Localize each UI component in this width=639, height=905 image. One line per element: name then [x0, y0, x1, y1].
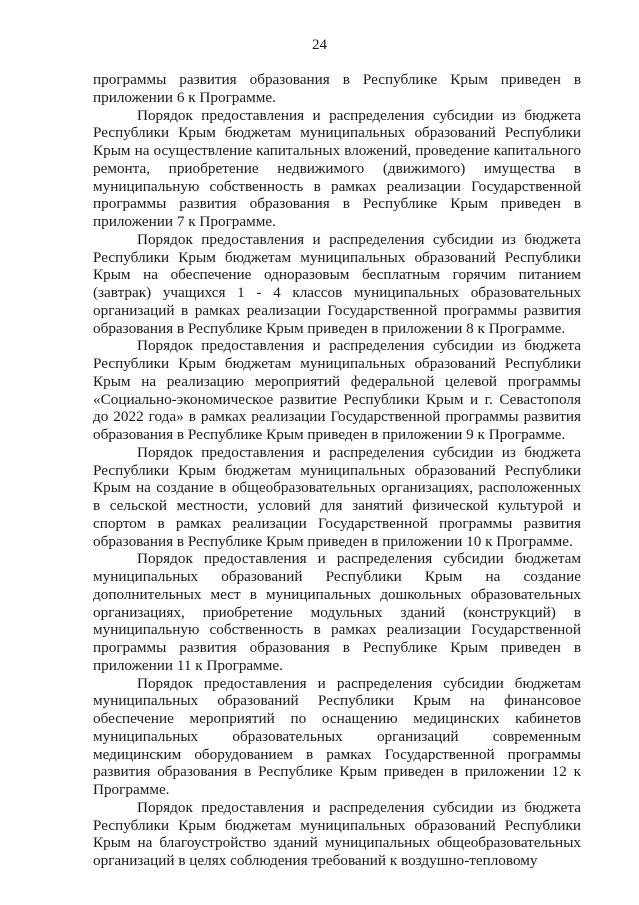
- document-body: [93, 71, 581, 870]
- paragraph-7: Порядок предоставления и распределения субсидии бюджетам муниципальных образований Республики Крым на финансовое обеспечение мероприятий по оснащению медицинских кабинетов муниципальных образовательных организаций современным медицинским оборудованием в рамках Государственной программы развития образования в Республике Крым приведен в приложении 12 к Программе.: [93, 674, 581, 798]
- paragraph-3: Порядок предоставления и распределения субсидии из бюджета Республики Крым бюджетам муниципальных образований Республики Крым на обеспечение одноразовым бесплатным горячим питанием (завтрак) учащихся 1 - 4 классов муниципальных образовательных организаций в рамках реализации Государственной программы развития образования в Республике Крым приведен в приложении 8 к Программе.: [93, 230, 581, 337]
- paragraph-1: программы развития образования в Республике Крым приведен в приложении 6 к Программе.: [93, 71, 581, 106]
- paragraph-6: Порядок предоставления и распределения субсидии бюджетам муниципальных образований Республики Крым на создание дополнительных мест в муниципальных дошкольных образовательных организациях, приобретение модульных зданий (конструкций) в муниципальную собственность в рамках реализации Государственной программы развития образования в Республике Крым приведен в приложении 11 к Программе.: [93, 550, 581, 674]
- page-number: 24: [312, 37, 327, 53]
- paragraph-5: Порядок предоставления и распределения субсидии из бюджета Республики Крым бюджетам муниципальных образований Республики Крым на создание в общеобразовательных организациях, расположенных в сельской местности, условий для занятий физической культурой и спортом в рамках реализации Государственной программы развития образования в Республике Крым приведен в приложении 10 к Программе.: [93, 443, 581, 550]
- paragraph-4: Порядок предоставления и распределения субсидии из бюджета Республики Крым бюджетам муниципальных образований Республики Крым на реализацию мероприятий федеральной целевой программы «Социально-экономическое развитие Республики Крым и г. Севастополя до 2022 года» в рамках реализации Государственной программы развития образования в Республике Крым приведен в приложении 9 к Программе.: [93, 337, 581, 443]
- paragraph-2: Порядок предоставления и распределения субсидии из бюджета Республики Крым бюджетам муниципальных образований Республики Крым на осуществление капитальных вложений, проведение капитального ремонта, приобретение недвижимого (движимого) имущества в муниципальную собственность в рамках реализации Государственной программы развития образования в Республике Крым приведен в приложении 7 к Программе.: [93, 106, 581, 230]
- paragraph-8: Порядок предоставления и распределения субсидии из бюджета Республики Крым бюджетам муниципальных образований Республики Крым на благоустройство зданий муниципальных общеобразовательных организаций в целях соблюдения требований к воздушно-тепловому: [93, 798, 581, 869]
